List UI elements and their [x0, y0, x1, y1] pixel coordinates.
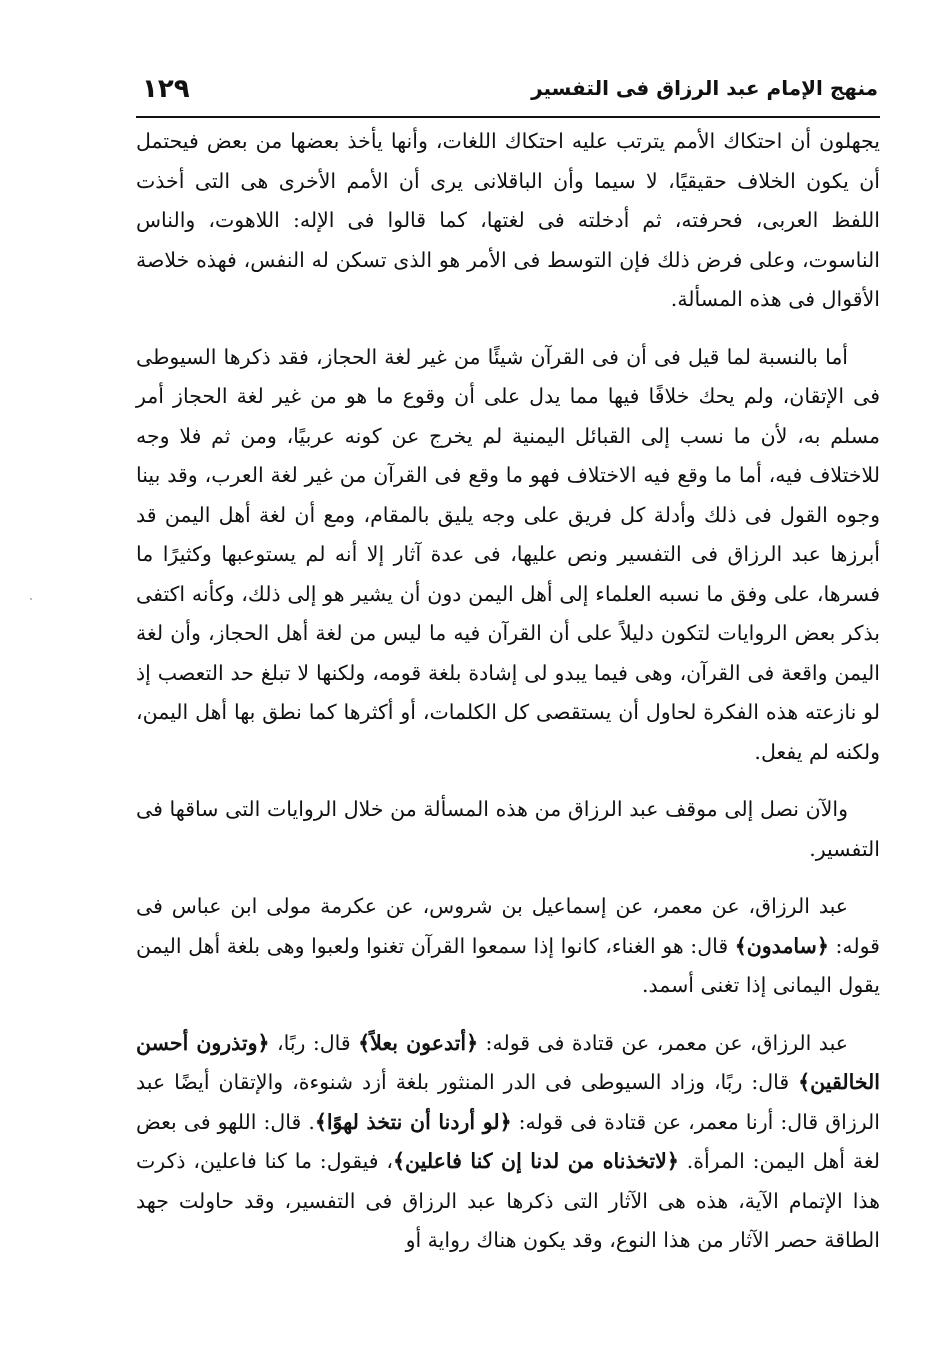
quran-citation: ﴿وتذرون أحسن الخالقين﴾ — [136, 1030, 880, 1094]
paragraph-gap — [136, 869, 880, 887]
paragraph-4 — [136, 887, 880, 1006]
quran-citation: ﴿لو أردنا أن نتخذ لهوًا﴾ — [314, 1109, 512, 1134]
paragraph-gap — [136, 772, 880, 790]
paragraph-gap — [136, 1006, 880, 1024]
page-body — [136, 122, 880, 1261]
page-number: ١٢٩ — [142, 74, 190, 104]
quran-citation: ﴿لاتخذناه من لدنا إن كنا فاعلين﴾ — [393, 1149, 679, 1173]
paragraph-2: أما بالنسبة لما قيل فى أن فى القرآن شيئًا من غير لغة الحجاز، فقد ذكرها السيوطى فى الإتقان، ولم يحك خلافًا فيها مما يدل على أن وقوع ما هو من غير لغة الحجاز أمر مسلم به، لأن ما نسب إلى القبائل اليمنية لم يخرج عن كونه عربيًا، ومن ثم فلا وجه للاختلاف فيه، أما ما وقع فيه الاختلاف فهو ما وقع فى القرآن من غير لغة العرب، وقد بينا وجوه القول فى ذلك وأدلة كل فريق على وجه يليق بالمقام، ومع أن لغة أهل اليمن قد أبرزها عبد الرزاق فى التفسير ونص عليها، فى عدة آثار إلا أنه لم يستوعبها وكثيرًا ما فسرها، على وفق ما نسبه العلماء إلى أهل اليمن دون أن يشير هو إلى ذلك، وكأنه اكتفى بذكر بعض الروايات لتكون دليلاً على أن القرآن فيه ما ليس من لغة أهل الحجاز، وأن لغة اليمن واقعة فى القرآن، وهى فيما يبدو لى إشادة بلغة قومه، ولكنها لا تبلغ حد التعصب إذ لو نازعته هذه الفكرة لحاول أن يستقصى كل الكلمات، أو أكثرها كما نطق بها أهل اليمن، ولكنه لم يفعل. — [136, 344, 880, 764]
header-rule — [136, 116, 880, 118]
paragraph-4-text: عبد الرزاق، عن معمر، عن إسماعيل بن شروس، عن عكرمة مولى ابن عباس فى قوله: — [136, 894, 880, 958]
paragraph-5-text: قال: ربًا، — [269, 1030, 359, 1055]
paragraph-5-text: قال: ربًا، وزاد السيوطى فى الدر المنثور بلغة أزد شنوءة، والإتقان أيضًا عبد الرزاق قال: أرنا معمر، عن قتادة فى قوله: — [136, 1070, 880, 1134]
paragraph-5-text: عبد الرزاق، عن معمر، عن قتادة فى قوله: — [478, 1030, 848, 1055]
paragraph-3: والآن نصل إلى موقف عبد الرزاق من هذه المسألة من خلال الروايات التى ساقها فى التفسير. — [136, 797, 880, 861]
paragraph-gap — [136, 320, 880, 338]
running-header — [136, 74, 880, 114]
paragraph-5 — [136, 1024, 880, 1261]
quran-citation: ﴿أتدعون بعلاً﴾ — [358, 1030, 479, 1055]
paragraph-5-text: ، فيقول: ما كنا فاعلين، ذكرت هذا الإتمام الآية، هذه هى الآثار التى ذكرها عبد الرزاق فى التفسير، وقد حاولت جهد الطاقة حصر الآثار من هذا النوع، وقد يكون هناك رواية أو — [136, 1149, 880, 1252]
quran-citation: ﴿سامدون﴾ — [734, 933, 829, 958]
paragraph-4-text: قال: هو الغناء، كانوا إذا سمعوا القرآن تغنوا ولعبوا وهى بلغة أهل اليمن يقول اليمانى إذا تغنى أسمد. — [136, 933, 880, 997]
margin-speck — [30, 598, 32, 600]
paragraph-1: يجهلون أن احتكاك الأمم يترتب عليه احتكاك اللغات، وأنها يأخذ بعضها من بعض فيحتمل أن يكون الخلاف حقيقيًا، لا سيما وأن الباقلانى يرى أن الأمم الأخرى هى التى أخذت اللفظ العربى، فحرفته، ثم أدخلته فى لغتها، كما قالوا فى الإله: اللاهوت، والناس الناسوت، وعلى فرض ذلك فإن التوسط فى الأمر هو الذى تسكن له النفس، فهذه خلاصة الأقوال فى هذه المسألة. — [136, 129, 880, 311]
paragraph-5-text: . قال: اللهو فى بعض لغة أهل اليمن: المرأة. — [136, 1109, 880, 1173]
header-title: منهج الإمام عبد الرزاق فى التفسير — [531, 76, 878, 100]
